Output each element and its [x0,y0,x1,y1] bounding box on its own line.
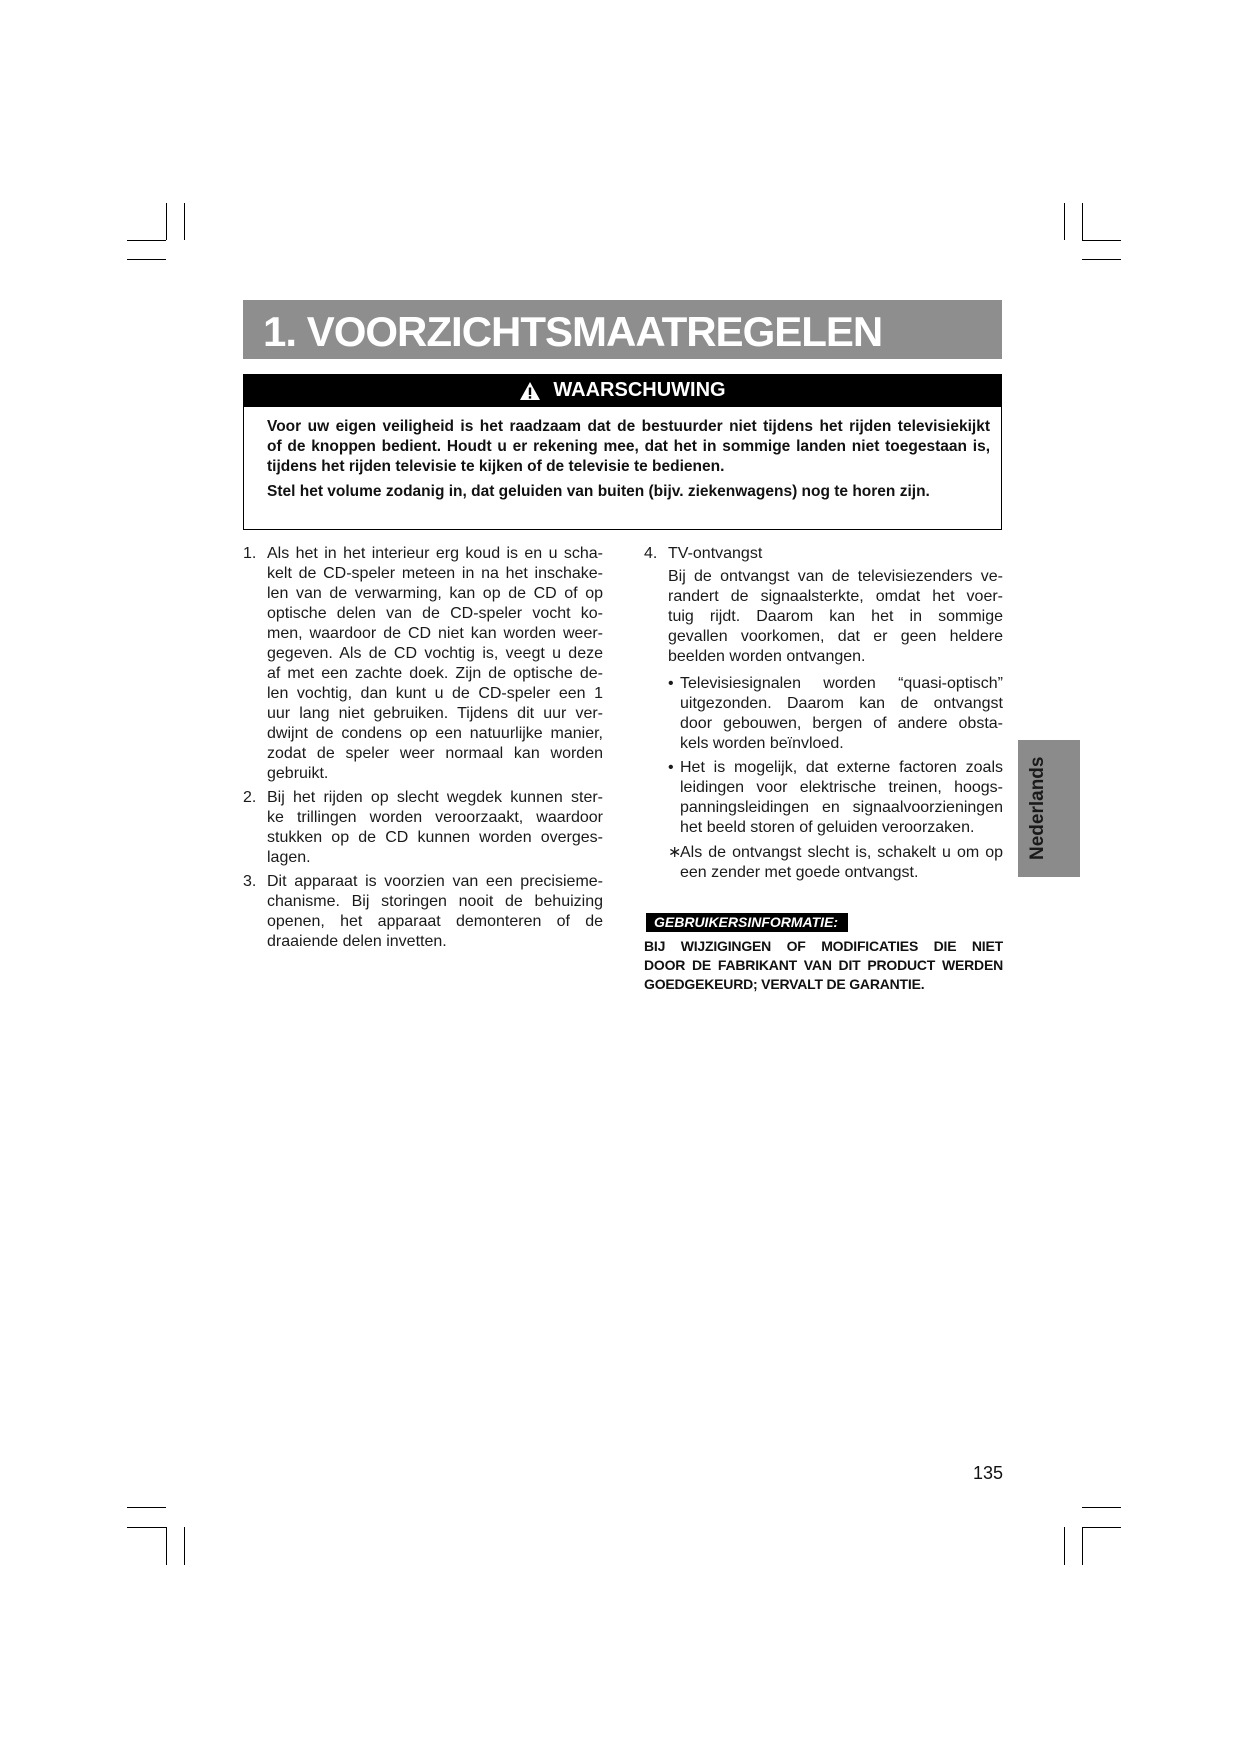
bullet-text-line: Televisiesignalen worden “quasi-optisch” [680,675,1003,692]
right-column [644,544,1003,883]
section-title-bar [243,300,1002,359]
warning-text-line: tijdens het rijden televisie te kijken of de televisie te bedienen. [267,458,725,475]
item-text-line: af met een zachte doek. Zijn de optische de- [267,665,603,682]
crop-mark [1082,1527,1121,1528]
item-text-line: gevallen voorkomen, dat er geen heldere [668,628,1003,645]
warning-body [243,407,1002,530]
item-text [267,872,603,952]
bullet-marker: • [668,759,674,776]
bullet-item [668,758,1003,838]
item-number: 2. [243,789,257,806]
item-text-line: zodat de speler weer normaal kan worden [267,745,603,762]
crop-mark [1064,203,1065,240]
item-text-line: randert de signaalsterkte, omdat het voer- [668,588,1003,605]
warning-text-line: Voor uw eigen veiligheid is het raadzaam dat de bestuurder niet tijdens het rijden televisiekijkt [267,418,990,435]
bullet-text-line: uitgezonden. Daarom kan de ontvangst [680,695,1003,712]
item-text-line: tuig rijdt. Daarom kan het in sommige [668,608,1003,625]
crop-mark [166,203,167,240]
bullet-text-line: panningsleidingen en signaalvoorzieningen [680,799,1003,816]
user-info-label: GEBRUIKERSINFORMATIE: [646,913,848,932]
item-text-line: optische delen van de CD-speler vocht ko- [267,605,603,622]
section-title: 1. VOORZICHTSMAATREGELEN [263,308,883,355]
item-text-line: Bij de ontvangst van de televisiezenders ve- [668,568,1003,585]
left-column [243,544,603,952]
crop-mark [127,259,166,260]
item-text-line: chanisme. Bij storingen nooit de behuizing [267,893,603,910]
item-number: 4. [644,545,658,562]
item-text-line: Bij het rijden op slecht wegdek kunnen ster- [267,789,603,806]
crop-mark [127,1507,166,1508]
note-text-line: een zender met goede ontvangst. [680,864,919,881]
item-number: 3. [243,873,257,890]
note-item [668,843,1003,883]
item-text [668,567,1003,667]
crop-mark [1082,1527,1083,1565]
user-info-line: BIJ WIJZIGINGEN OF MODIFICATIES DIE NIET [644,938,1003,954]
item-text-line: dwijnt de condens op een natuurlijke manier, [267,725,603,742]
warning-paragraph [267,417,990,477]
item-text-line: stukken op de CD kunnen worden overges- [267,829,603,846]
user-info-line: GOEDGEKEURD; VERVALT DE GARANTIE. [644,976,925,992]
item-text-line: beelden worden ontvangen. [668,648,866,665]
crop-mark [1082,203,1083,240]
item-text-line: draaiende delen invetten. [267,933,447,950]
bullet-marker: • [668,675,674,692]
bullet-text-line: leidingen voor elektrische treinen, hoogs- [680,779,1003,796]
warning-header [243,374,1002,407]
bullet-text [680,674,1003,754]
warning-paragraph [267,482,990,502]
bullet-text-line: Het is mogelijk, dat externe factoren zoals [680,759,1003,776]
user-info-text [644,937,1003,994]
item-text-line: gegeven. Als de CD vochtig is, veegt u deze [267,645,603,662]
item-text-line: men, waardoor de CD niet kan worden weer- [267,625,603,642]
crop-mark [184,1527,185,1565]
item-text-line: gebruikt. [267,765,329,782]
item-text-line: kelt de CD-speler meteen in na het inschake- [267,565,603,582]
warning-text-line: of de knoppen bedient. Houdt u er rekening mee, dat het in sommige landen niet toegestaan is, [267,438,990,455]
bullet-text-line: door gebouwen, bergen of andere obsta- [680,715,1003,732]
language-tab-label: Nederlands [1027,756,1048,861]
note-text-line: Als de ontvangst slecht is, schakelt u om op [680,844,1003,861]
crop-mark [184,203,185,240]
list-item [644,544,1003,564]
bullet-text [680,758,1003,838]
item-text-line: lagen. [267,849,311,866]
list-item [243,788,603,868]
item-number: 1. [243,545,257,562]
crop-mark [1082,1507,1121,1508]
bullet-item [668,674,1003,754]
bullet-text-line: het beeld storen of geluiden veroorzaken. [680,819,975,836]
item-text [267,544,603,784]
item-text-line: Dit apparaat is voorzien van een precisieme- [267,873,603,890]
item-text-line: ke trillingen worden veroorzaakt, waardoor [267,809,603,826]
item-heading: TV-ontvangst [668,545,763,562]
item-text-line: openen, het apparaat demonteren of de [267,913,603,930]
item-text-line: Als het in het interieur erg koud is en u scha- [267,545,603,562]
crop-mark [1064,1527,1065,1565]
user-info-line: DOOR DE FABRIKANT VAN DIT PRODUCT WERDEN [644,957,1003,973]
list-item [243,544,603,784]
item-text [267,788,603,868]
crop-mark [166,1527,167,1565]
item-text-line: len van de verwarming, kan op de CD of op [267,585,603,602]
list-item [243,872,603,952]
crop-mark [127,1527,166,1528]
note-text [680,843,1003,883]
crop-mark [1082,240,1121,241]
warning-triangle-icon [519,381,541,401]
language-tab [1018,740,1080,877]
item-text-line: len vochtig, dan kunt u de CD-speler een 1 [267,685,603,702]
warning-text-line: Stel het volume zodanig in, dat geluiden van buiten (bijv. ziekenwagens) nog te horen zijn. [267,483,930,500]
page-number: 135 [972,1463,1003,1483]
note-marker: ∗ [668,844,682,861]
crop-mark [1082,259,1121,260]
bullet-text-line: kels worden beïnvloed. [680,735,844,752]
crop-mark [127,240,166,241]
item-text-line: uur lang niet gebruiken. Tijdens dit uur ver- [267,705,603,722]
warning-heading: WAARSCHUWING [553,379,726,401]
